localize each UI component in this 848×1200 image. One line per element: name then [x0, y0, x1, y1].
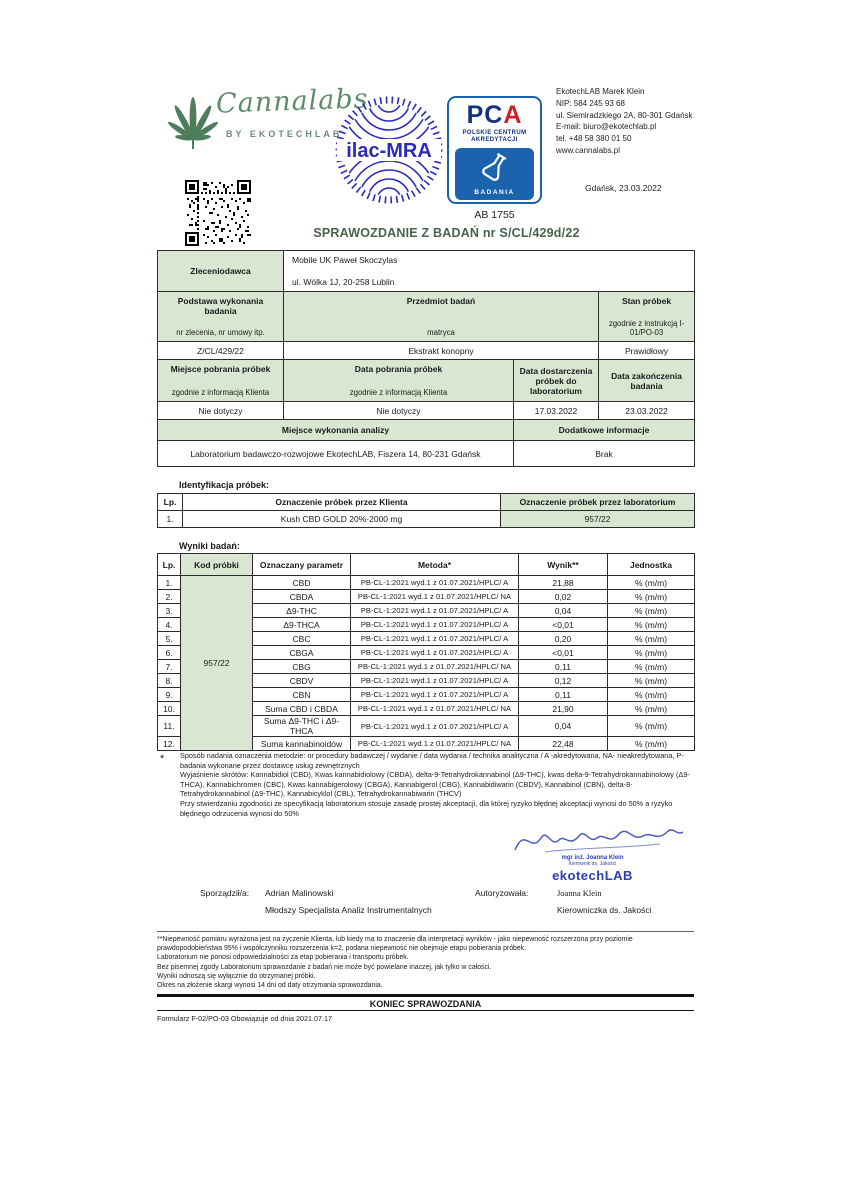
table-row [158, 511, 695, 528]
unit: % (m/m) [608, 604, 695, 618]
method-footnotes [157, 751, 694, 818]
parameter: CBDA [253, 590, 351, 604]
samples-section-title: Identyfikacja próbek: [179, 480, 270, 490]
result: 0,04 [519, 604, 608, 618]
basis-value: Z/CL/429/22 [158, 342, 284, 360]
end-date-header: Data zakończenia badania [599, 360, 695, 402]
subject-value: Ekstrakt konopny [284, 342, 599, 360]
table-row [158, 360, 695, 402]
result: 0,11 [519, 688, 608, 702]
subject-header: Przedmiot badań matryca [284, 292, 599, 342]
delivery-date-value: 17.03.2022 [514, 402, 599, 420]
table-row: 1. 957/22 CBD PB-CL-1:2021 wyd.1 z 01.07.2021/HPLC/ A 21,88 % (m/m) [158, 576, 695, 590]
unit: % (m/m) [608, 660, 695, 674]
stamp-title: Kierownik ds. Jakości [568, 861, 617, 867]
result: 0,02 [519, 590, 608, 604]
unit: % (m/m) [608, 716, 695, 737]
method: PB-CL-1:2021 wyd.1 z 01.07.2021/HPLC/ A [351, 646, 519, 660]
results-section-title: Wyniki badań: [179, 541, 240, 551]
sample-lp: 1. [158, 511, 183, 528]
footnote-line: Przy stwierdzaniu zgodności ze specyfikacją laboratorium stosuje zasadę prostej akceptacji, dla której ryzyko błędnej akceptacji wynosi do 50% a ryzyko błędnego odrzucenia wynosi do 50% [180, 798, 673, 818]
ilac-mra-logo [333, 94, 445, 206]
sampling-place-value: Nie dotyczy [158, 402, 284, 420]
unit: % (m/m) [608, 688, 695, 702]
method: PB-CL-1:2021 wyd.1 z 01.07.2021/HPLC/ A [351, 618, 519, 632]
unit: % (m/m) [608, 646, 695, 660]
footnote-line: Sposób nadania oznaczenia metodzie: nr procedury badawczej / wydanie / data wydania / technika analityczna / A -akredytowana, NA- nieakredytowana, P-badania wykonane przez dostawcę usług zewnętrznych [180, 751, 684, 770]
col-lab-code: Oznaczenie próbek przez laboratorium [501, 494, 695, 511]
lab-contact-block [556, 86, 693, 157]
parameter: CBDV [253, 674, 351, 688]
method: PB-CL-1:2021 wyd.1 z 01.07.2021/HPLC/ A [351, 716, 519, 737]
client-value: Mobile UK Paweł Skoczylas ul. Wólka 1J, 20-258 Lublin [284, 251, 695, 292]
parameter: CBD [253, 576, 351, 590]
result: 0,20 [519, 632, 608, 646]
table-row [158, 420, 695, 441]
parameter: Suma kannabinoidów [253, 737, 351, 751]
table-row: 8. CBDV PB-CL-1:2021 wyd.1 z 01.07.2021/HPLC/ A 0,12 % (m/m) [158, 674, 695, 688]
unit: % (m/m) [608, 632, 695, 646]
result: 21,90 [519, 702, 608, 716]
table-header-row [158, 554, 695, 576]
disclaimer-line: Wyniki odnoszą się wyłącznie do otrzymanej próbki. [157, 972, 316, 980]
table-row: 7. CBG PB-CL-1:2021 wyd.1 z 01.07.2021/HPLC/ NA 0,11 % (m/m) [158, 660, 695, 674]
result: 0,12 [519, 674, 608, 688]
parameter: CBC [253, 632, 351, 646]
company-line: tel. +48 58 380 01 50 [556, 134, 632, 144]
sample-code-cell: 957/22 [181, 576, 253, 751]
disclaimer-line: **Niepewność pomiaru wyrażona jest na życzenie Klienta, lub kiedy ma to znaczenie dla interpretacji wyników - jako niepewność rozszerzona przy poziomie prawdopodobieństwa 95% i współczynniku rozszerzenia k=2, podana niepewność nie obejmuje etapu pobierania próbek. [157, 936, 633, 953]
col-result: Wynik** [519, 554, 608, 576]
table-row: 9. CBN PB-CL-1:2021 wyd.1 z 01.07.2021/HPLC/ A 0,11 % (m/m) [158, 688, 695, 702]
authorized-by-title: Kierowniczka ds. Jakości [557, 905, 652, 915]
col-unit: Jednostka [608, 554, 695, 576]
sampling-date-value: Nie dotyczy [284, 402, 514, 420]
table-row: 12. Suma kannabinoidów PB-CL-1:2021 wyd.1 z 01.07.2021/HPLC/ NA 22,48 % (m/m) [158, 737, 695, 751]
sample-client-code: Kush CBD GOLD 20%-2000 mg [183, 511, 501, 528]
authorized-by-name: Joanna Klein [557, 888, 602, 898]
sampling-date-header: Data pobrania próbek zgodnie z informacją Klienta [284, 360, 514, 402]
cannabis-leaf-icon [168, 90, 218, 150]
pca-logo [447, 96, 542, 204]
col-sample-code: Kod próbki [181, 554, 253, 576]
disclaimer-line: Bez pisemnej zgody Laboratorium sprawozdanie z badań nie może być powielane inaczej, jak tylko w całości. [157, 963, 492, 971]
prepared-by-label: Sporządził/a: [200, 888, 250, 898]
parameter: Δ9-THC [253, 604, 351, 618]
samples-table [157, 493, 695, 528]
table-row: 2. CBDA PB-CL-1:2021 wyd.1 z 01.07.2021/HPLC/ NA 0,02 % (m/m) [158, 590, 695, 604]
sample-lab-code: 957/22 [501, 511, 695, 528]
accreditation-number: AB 1755 [474, 209, 515, 221]
company-line: ul. Siemiradzkiego 2A, 80-301 Gdańsk [556, 110, 693, 120]
signature-scribble [485, 818, 700, 860]
additional-info-value: Brak [514, 441, 695, 467]
col-client-code: Oznaczenie próbek przez Klienta [183, 494, 501, 511]
disclaimer-line: Laboratorium nie ponosi odpowiedzialności za etap pobierania i transportu próbek. [157, 954, 409, 962]
prepared-by-title: Młodszy Specjalista Analiz Instrumentalnych [265, 905, 432, 915]
sample-state-value: Prawidłowy [599, 342, 695, 360]
authorized-by-label: Autoryzowała: [475, 888, 529, 898]
brand-logo-text: Cannalabs [215, 83, 370, 120]
method: PB-CL-1:2021 wyd.1 z 01.07.2021/HPLC/ NA [351, 737, 519, 751]
table-row: 5. CBC PB-CL-1:2021 wyd.1 z 01.07.2021/HPLC/ A 0,20 % (m/m) [158, 632, 695, 646]
parameter: CBN [253, 688, 351, 702]
result: <0,01 [519, 646, 608, 660]
method: PB-CL-1:2021 wyd.1 z 01.07.2021/HPLC/ NA [351, 702, 519, 716]
footnote-marker: * [160, 753, 165, 765]
unit: % (m/m) [608, 576, 695, 590]
table-row [158, 251, 695, 292]
pca-acronym: PCA [466, 101, 523, 129]
form-reference: Formularz F-02/PO-03 Obowiązuje od dnia 2021.07.17 [157, 1014, 332, 1023]
order-info-table [157, 250, 695, 467]
pca-badge-label: BADANIA [474, 189, 515, 196]
col-method: Metoda* [351, 554, 519, 576]
table-row: 3. Δ9-THC PB-CL-1:2021 wyd.1 z 01.07.2021/HPLC/ A 0,04 % (m/m) [158, 604, 695, 618]
table-row: 11. Suma Δ9-THC i Δ9-THCA PB-CL-1:2021 wyd.1 z 01.07.2021/HPLC/ A 0,04 % (m/m) [158, 716, 695, 737]
pca-line2: AKREDYTACJI [471, 137, 518, 143]
table-row [158, 292, 695, 342]
result: 21,88 [519, 576, 608, 590]
client-label: Zleceniodawca [158, 251, 284, 292]
col-parameter: Oznaczany parametr [253, 554, 351, 576]
result: <0,01 [519, 618, 608, 632]
footnote-line: Wyjaśnienie skrótów: Kannabidiol (CBD), Kwas kannabidiolowy (CBDA), delta-9-Tetrahydrokannabinol (Δ9-THC), kwas delta-9-Tetrahydrokannabinolowy (Δ9-THCA), Kannabichromen (CBC), Kwas kannabigerolowy (CBGA), Kannabigerol (CBG), Kannabidiwarin (CBDV), Kannabinol (CBN), delta-8-Tetrahydrokannabinol (Δ9-THC), Kannabicyklol (CBL), Tetrahydrokannabiwarin (THCV) [180, 770, 690, 799]
analysis-place-header: Miejsce wykonania analizy [158, 420, 514, 441]
disclaimer-line: Okres na złożenie skargi wynosi 14 dni od daty otrzymania sprawozdania. [157, 982, 383, 990]
col-lp: Lp. [158, 494, 183, 511]
parameter: CBGA [253, 646, 351, 660]
table-row [158, 342, 695, 360]
method: PB-CL-1:2021 wyd.1 z 01.07.2021/HPLC/ NA [351, 590, 519, 604]
company-line: NIP: 584 245 93 68 [556, 98, 625, 108]
signoff-block [157, 888, 694, 924]
unit: % (m/m) [608, 737, 695, 751]
table-row: 4. Δ9-THCA PB-CL-1:2021 wyd.1 z 01.07.2021/HPLC/ A <0,01 % (m/m) [158, 618, 695, 632]
unit: % (m/m) [608, 590, 695, 604]
pca-badge [455, 148, 534, 200]
basis-header: Podstawa wykonania badania nr zlecenia, nr umowy itp. [158, 292, 284, 342]
brand-logo-subtitle: BY EKOTECHLAB [226, 129, 343, 139]
ilac-mra-label: ilac-MRA [346, 140, 432, 162]
delivery-date-header: Data dostarczenia próbek do laboratorium [514, 360, 599, 402]
table-row: 6. CBGA PB-CL-1:2021 wyd.1 z 01.07.2021/HPLC/ A <0,01 % (m/m) [158, 646, 695, 660]
method: PB-CL-1:2021 wyd.1 z 01.07.2021/HPLC/ NA [351, 660, 519, 674]
analysis-place-value: Laboratorium badawczo-rozwojowe EkotechLAB, Fiszera 14, 80-231 Gdańsk [158, 441, 514, 467]
end-of-report: KONIEC SPRAWOZDANIA [157, 994, 694, 1011]
disclaimer-block [157, 935, 694, 990]
unit: % (m/m) [608, 618, 695, 632]
unit: % (m/m) [608, 674, 695, 688]
table-header-row [158, 494, 695, 511]
table-row [158, 402, 695, 420]
parameter: Suma CBD i CBDA [253, 702, 351, 716]
flask-icon [455, 148, 534, 186]
company-line: EkotechLAB Marek Klein [556, 87, 645, 96]
parameter: Δ9-THCA [253, 618, 351, 632]
pca-line1: POLSKIE CENTRUM [462, 130, 527, 136]
stamp-name: mgr inż. Joanna Klein [561, 855, 624, 861]
prepared-by-name: Adrian Malinowski [265, 888, 334, 898]
result: 22,48 [519, 737, 608, 751]
end-date-value: 23.03.2022 [599, 402, 695, 420]
sample-state-header: Stan próbek zgodnie z instrukcją I-01/PO-03 [599, 292, 695, 342]
place-date-line: Gdańsk, 23.03.2022 [585, 183, 662, 193]
ekotechlab-stamp-logo: ekotechLAB [552, 868, 633, 883]
col-lp: Lp. [158, 554, 181, 576]
result: 0,11 [519, 660, 608, 674]
table-row: 10. Suma CBD i CBDA PB-CL-1:2021 wyd.1 z 01.07.2021/HPLC/ NA 21,90 % (m/m) [158, 702, 695, 716]
method: PB-CL-1:2021 wyd.1 z 01.07.2021/HPLC/ A [351, 604, 519, 618]
unit: % (m/m) [608, 702, 695, 716]
parameter: CBG [253, 660, 351, 674]
additional-info-header: Dodatkowe informacje [514, 420, 695, 441]
sampling-place-header: Miejsce pobrania próbek zgodnie z informacją Klienta [158, 360, 284, 402]
method: PB-CL-1:2021 wyd.1 z 01.07.2021/HPLC/ A [351, 688, 519, 702]
parameter: Suma Δ9-THC i Δ9-THCA [253, 716, 351, 737]
divider-line [157, 931, 694, 932]
method: PB-CL-1:2021 wyd.1 z 01.07.2021/HPLC/ A [351, 632, 519, 646]
company-line: E-mail: biuro@ekotechlab.pl [556, 122, 657, 132]
result: 0,04 [519, 716, 608, 737]
authorization-stamp [485, 818, 700, 883]
table-row [158, 441, 695, 467]
company-line: www.cannalabs.pl [556, 145, 621, 155]
results-table [157, 553, 695, 751]
method: PB-CL-1:2021 wyd.1 z 01.07.2021/HPLC/ A [351, 576, 519, 590]
method: PB-CL-1:2021 wyd.1 z 01.07.2021/HPLC/ A [351, 674, 519, 688]
report-title: SPRAWOZDANIE Z BADAŃ nr S/CL/429d/22 [313, 226, 580, 240]
